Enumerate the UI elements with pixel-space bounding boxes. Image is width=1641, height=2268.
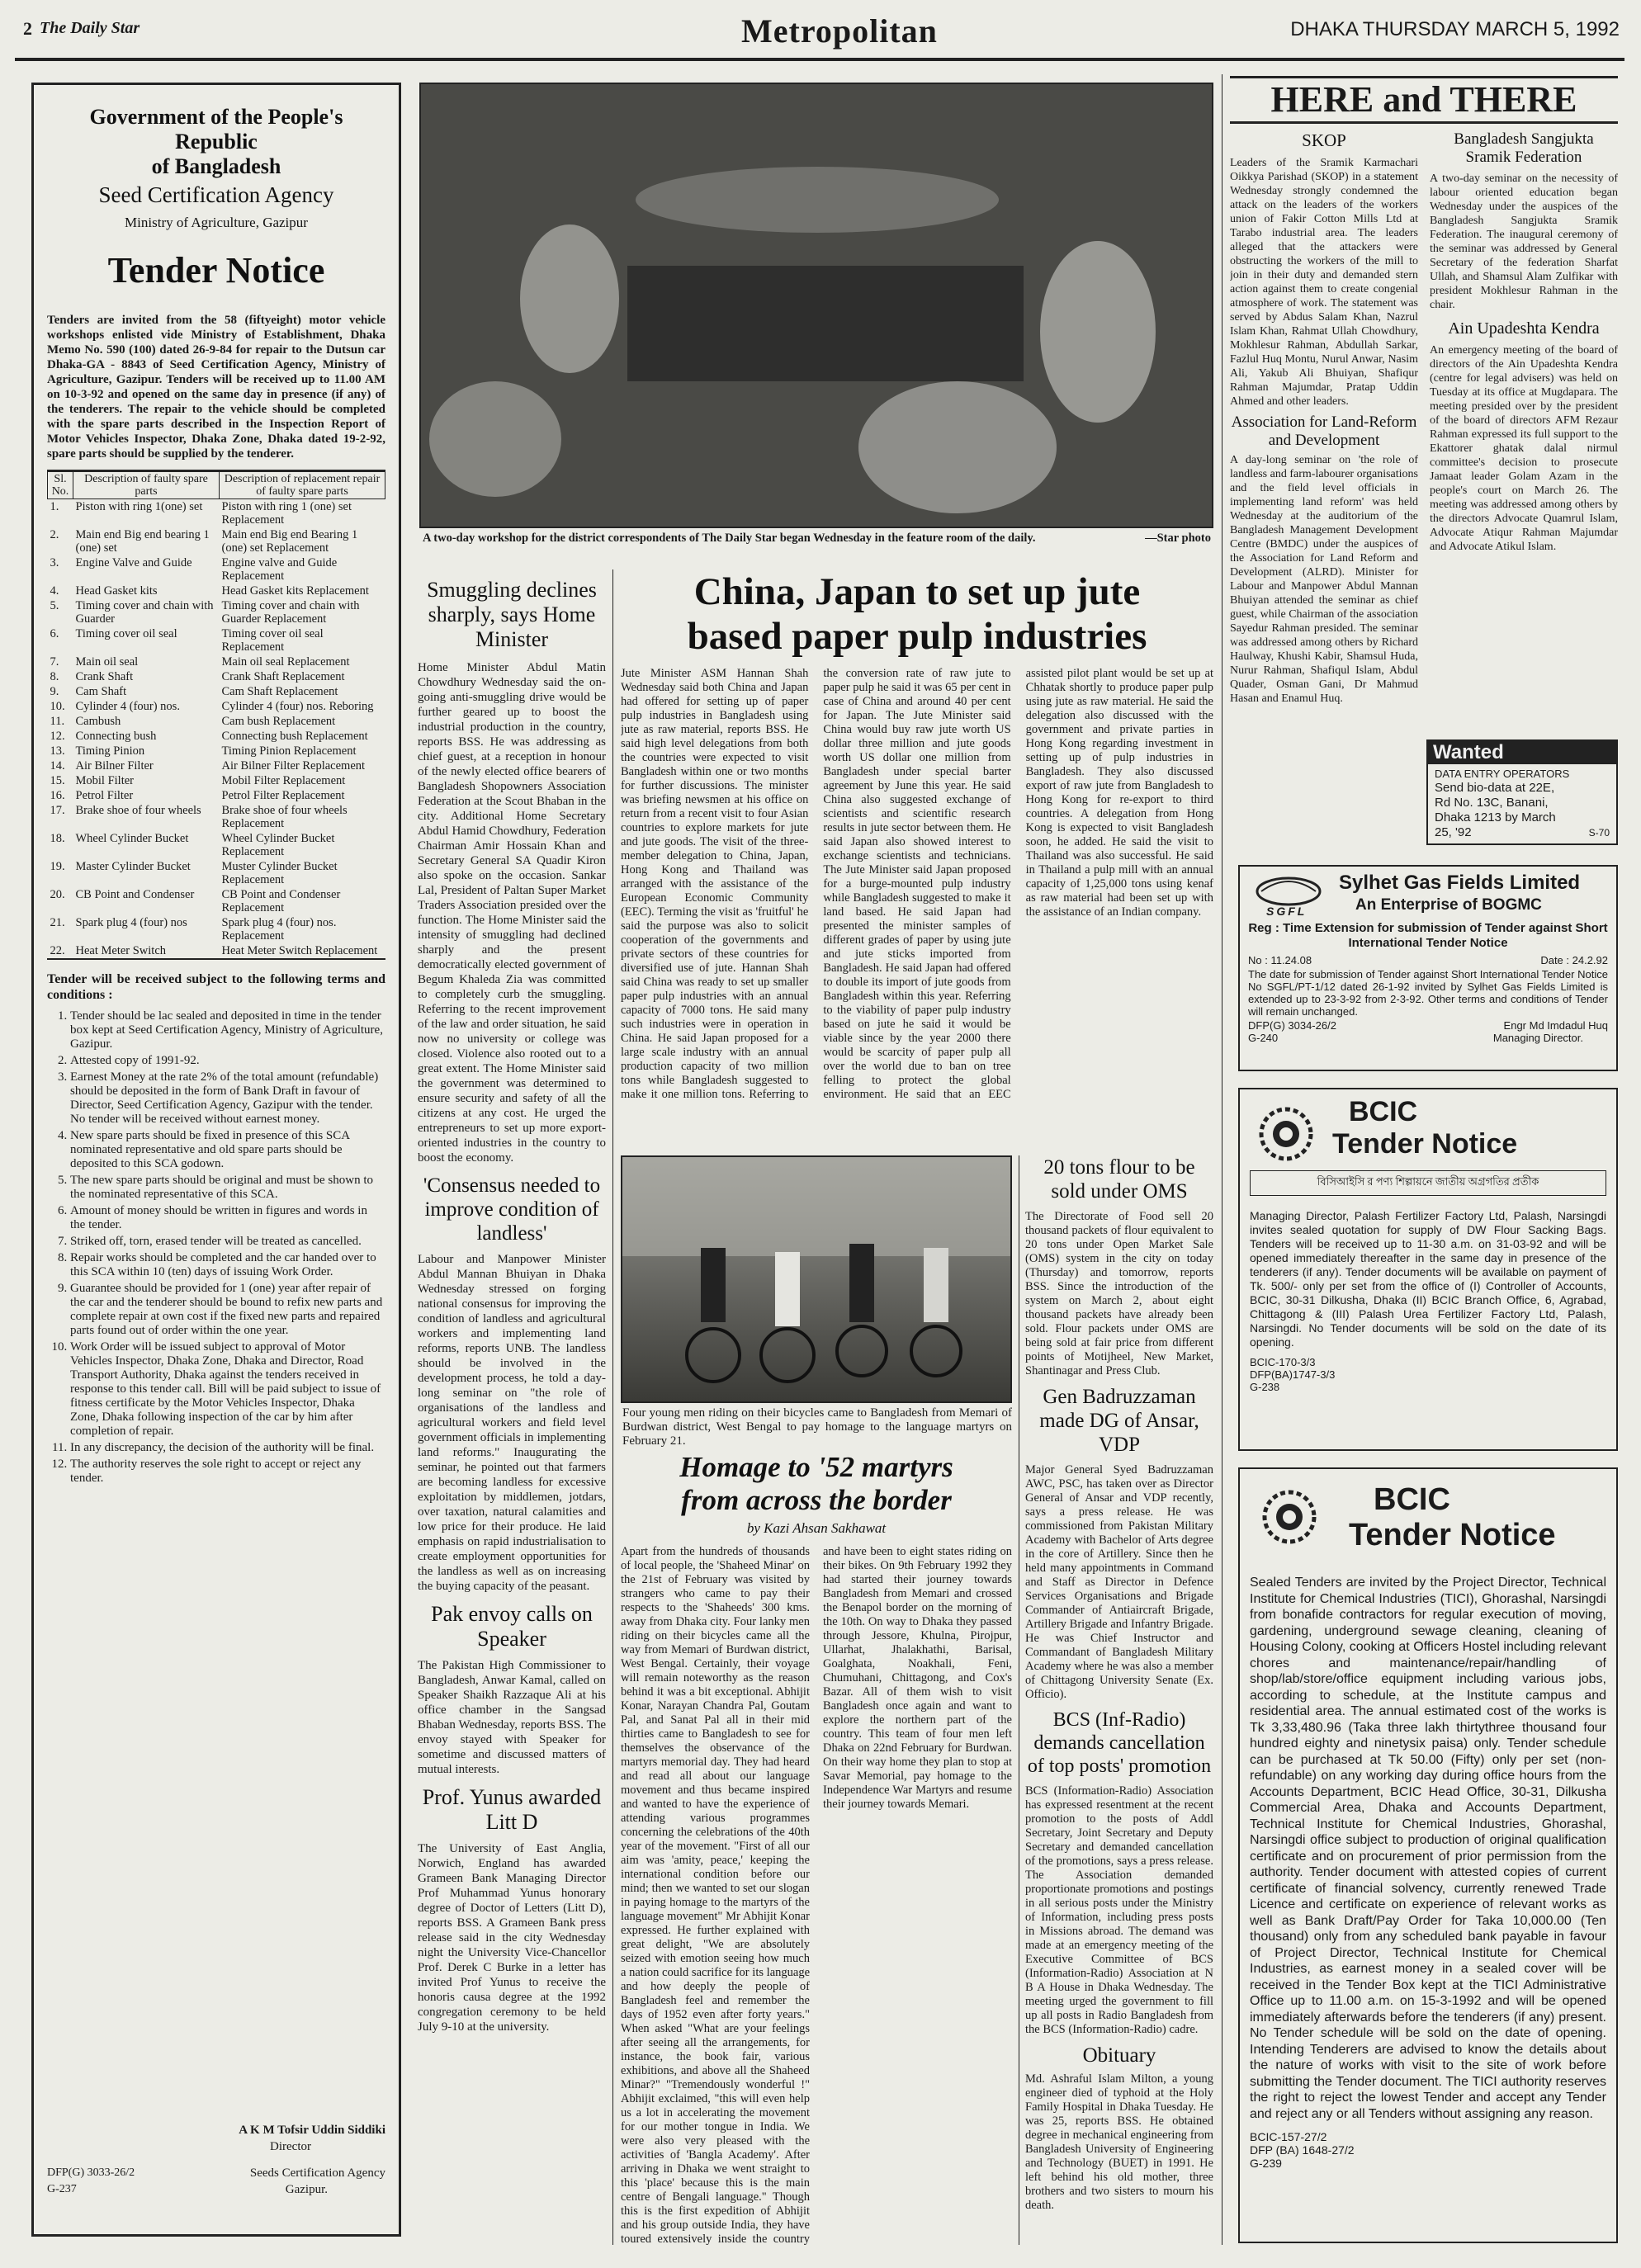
sylhet-reg: Reg : Time Extension for submission of Tender against Short International Tender Notice	[1248, 921, 1608, 950]
bcic2-logo	[1256, 1484, 1322, 1550]
bcic2-code3: G-239	[1250, 2157, 1282, 2170]
parts-cell-sl: 16.	[50, 789, 65, 802]
bss-headline: Bangladesh Sangjukta Sramik Federation	[1454, 130, 1594, 166]
parts-cell-desc: Main oil seal	[75, 655, 139, 669]
parts-cell-sl: 18.	[50, 832, 65, 845]
parts-row	[48, 527, 385, 555]
parts-cell-sl: 9.	[50, 685, 59, 698]
sylhet-footer	[1248, 1019, 1608, 1044]
parts-table	[47, 471, 385, 958]
bcic2-logo-icon	[1256, 1484, 1322, 1550]
parts-cell-sl: 5.	[50, 599, 59, 612]
parts-row	[48, 773, 385, 788]
parts-cell-sl: 1.	[50, 500, 59, 513]
here-there-right-col	[1430, 129, 1618, 723]
here-there-title: HERE and THERE	[1230, 76, 1618, 124]
homage-headline-1: Homage to '52 martyrs	[679, 1451, 953, 1483]
flour-headline: 20 tons flour to be sold under OMS	[1043, 1156, 1195, 1203]
seed-org-line3: Seed Certification Agency	[98, 182, 334, 207]
parts-cell-desc: Main end Big end bearing 1 (one) set	[75, 528, 210, 555]
bcic1-logo-icon	[1253, 1101, 1319, 1167]
bcic1-title2: Tender Notice	[1332, 1128, 1518, 1160]
sgfl-logo	[1251, 873, 1326, 923]
sylhet-code2: G-240	[1248, 1032, 1279, 1044]
condition-item: 2. Attested copy of 1991-92.	[70, 1054, 385, 1068]
bcic1-title1: BCIC	[1349, 1096, 1418, 1127]
parts-row	[48, 555, 385, 584]
parts-cell-desc: Timing cover and chain with Guarder	[75, 599, 214, 626]
workshop-caption-text: A two-day workshop for the district correspondents of The Daily Star began Wednesday in the feature room of the daily.	[423, 532, 1036, 545]
bcic1-code1: BCIC-170-3/3	[1250, 1356, 1316, 1368]
parts-cell-desc: Head Gasket kits	[75, 584, 158, 598]
wanted-line3: Rd No. 13C, Banani,	[1435, 796, 1549, 810]
condition-item: 7. Striked off, torn, erased tender will be treated as cancelled.	[70, 1235, 385, 1249]
wanted-line2: Send bio-data at 22E,	[1435, 781, 1555, 795]
condition-item: 4. New spare parts should be fixed in presence of this SCA nominated representative and old spare parts should be deposited to this SCA godown.	[70, 1129, 385, 1171]
seed-tender-notice	[31, 83, 401, 2237]
parts-row	[48, 584, 385, 598]
parts-row	[48, 788, 385, 803]
parts-cell-sl: 20.	[50, 888, 65, 901]
bcic2-code2: DFP (BA) 1648-27/2	[1250, 2143, 1355, 2157]
condition-item: 1. Tender should be lac sealed and deposited in time in the tender box kept at Seed Certification Agency, Ministry of Agriculture, Gazipur.	[70, 1009, 385, 1051]
parts-cell-repl: Crank Shaft Replacement	[221, 670, 345, 683]
parts-cell-sl: 7.	[50, 655, 59, 669]
parts-cell-repl: Timing Pinion Replacement	[221, 744, 357, 758]
parts-cell-sl: 10.	[50, 700, 65, 713]
parts-cell-desc: Brake shoe of four wheels	[75, 804, 201, 817]
workshop-photo	[419, 83, 1213, 528]
bcic-tender-2	[1238, 1467, 1618, 2243]
parts-row	[48, 943, 385, 958]
bcs-headline: BCS (Inf-Radio) demands cancellation of top posts' promotion	[1027, 1709, 1212, 1777]
parts-cell-desc: Cambush	[75, 715, 121, 728]
parts-row	[48, 684, 385, 699]
sylhet-no: No : 11.24.08	[1248, 954, 1312, 966]
parts-table-body	[48, 499, 385, 959]
workshop-photo-caption	[423, 532, 1211, 545]
page-number: 2	[23, 18, 32, 39]
parts-cell-desc: Air Bilner Filter	[75, 759, 154, 773]
parts-row	[48, 859, 385, 887]
parts-cell-desc: Master Cylinder Bucket	[75, 860, 191, 873]
masthead	[15, 12, 1624, 53]
parts-cell-repl: Engine valve and Guide Replacement	[221, 556, 338, 583]
parts-cell-sl: 17.	[50, 804, 65, 817]
yunus-headline: Prof. Yunus awarded Litt D	[422, 1785, 602, 1834]
parts-cell-repl: Cylinder 4 (four) nos. Reboring	[221, 700, 374, 713]
conditions-list	[47, 1009, 385, 1486]
sgfl-logo-text: SGFL	[1266, 905, 1308, 918]
jute-story	[621, 569, 1213, 1106]
parts-row	[48, 887, 385, 915]
parts-cell-desc: Heat Meter Switch	[75, 944, 167, 957]
parts-cell-desc: Mobil Filter	[75, 774, 134, 787]
parts-row	[48, 915, 385, 943]
seed-signatory-title: Director	[270, 2140, 311, 2153]
sylhet-gas-notice	[1238, 865, 1618, 1071]
homage-text: Apart from the hundreds of thousands of local people, the 'Shaheed Minar' on the 21st of February was visited by strangers who came to pay their respects to the 'Shaheeds' 300 kms. away from Dhaka city. Four lanky men riding on their bicycles came all the way from Memari of Burdwan district, West Bengal. Certainly, their voyage will remain noteworthy as the reason behind it was a bit exceptional. Abhijit Konar, Narayan Chandra Pal, Goutam Pal, and Sanat Pal all in their mid thirties came to Bangladesh to see for themselves the observance of the martyrs memorial day. They had heard and read all about our language movement and thus became inspired and wanted to have the experience of attending various programmes concerning the celebrations of the 40th year of the movement. "First of all our aim was 'amity, peace,' keeping the international condition before our mind; then we wanted to set our slogan in paying homage to the martyrs of the language movement" Mr Abhijit Konar expressed. He further explained with great delight, "We are absolutely seized with emotion seeing how much a nation could sacrifice for its language and how deeply the people of Bangladesh feel and remember the days of 1952 even after forty years." When asked "What are your feelings after seeing all the arrangements, for instance, the book fair, various exhibitions, and above all the Shaheed Minar?" "Tremendously wonderful !" Abhijit exclaimed, "this will even help us a lot in accelerating the movement for our mother tongue in India. We were also very pleased with the activities of 'Bangla Academy'. After arriving in Dhaka we went straight to this 'place' because this is the main centre of Bengali language." Though this is the first expedition of Abhijit and his group outside India, they have toured extensively inside the country and have been to eight states riding on their bikes. On 9th February 1992 they had started their journey towards Bangladesh from Memari and crossed the Benapol border on the morning of the 10th. On way to Dhaka they passed through Jessore, Khulna, Pirojpur, Ullarhat, Jhalakhathi, Barisal, Goalghata, Noakhali, Feni, Chumuhani, Chittagong, and Cox's Bazar. All of them wish to visit Bangladesh once again and want to explore the northern part of the country. This team of four men left Dhaka on 22nd February for Burdwan. On their way home they plan to stop at Savar Memorial, pay homage to the Independence War Martyrs and resume their journey towards Memari.	[621, 1545, 1012, 2245]
wanted-line1: DATA ENTRY OPERATORS	[1435, 768, 1570, 780]
flour-text: The Directorate of Food sell 20 thousand packets of flour equivalent to 20 tons under Open Market Sale (OMS) system in the city on today (Thursday) and tomorrow, reports BSS. Since the introduction of the system on March 2, about eight thousand packets have already been sold. Flour packets under OMS are being sold at fair price from different points of Motijheel, New Market, Shantinagar and Press Club.	[1025, 1210, 1213, 1377]
parts-cell-sl: 11.	[50, 715, 65, 728]
col-sl: Sl. No.	[48, 472, 73, 499]
cyclists-caption: Four young men riding on their bicycles came to Bangladesh from Memari of Burdwan district, West Bengal to pay homage to the language martyrs on February 21.	[622, 1406, 1012, 1448]
condition-item: 6. Amount of money should be written in figures and words in the tender.	[70, 1204, 385, 1232]
parts-row	[48, 654, 385, 669]
parts-cell-repl: Connecting bush Replacement	[221, 730, 368, 743]
parts-cell-sl: 15.	[50, 774, 65, 787]
badruzzaman-headline: Gen Badruzzaman made DG of Ansar, VDP	[1039, 1386, 1199, 1456]
parts-cell-repl: Spark plug 4 (four) nos. Replacement	[221, 916, 337, 943]
pak-envoy-text: The Pakistan High Commissioner to Bangladesh, Anwar Kamal, called on Speaker Shaikh Razzaque Ali at his office chamber in the Sangsad Bhaban Wednesday, reports BSS. The envoy stayed with Speaker for sometime and discussed matters of mutual interests.	[418, 1659, 606, 1776]
parts-cell-repl: Cam Shaft Replacement	[221, 685, 338, 698]
parts-cell-repl: Air Bilner Filter Replacement	[221, 759, 366, 773]
seed-signatory-org: Seeds Certification Agency	[249, 2166, 385, 2180]
parts-cell-desc: Timing cover oil seal	[75, 627, 177, 640]
parts-cell-repl: Timing cover and chain with Guarder Replacement	[221, 599, 360, 626]
bcic1-code3: G-238	[1250, 1381, 1280, 1393]
col-faulty: Description of faulty spare parts	[73, 472, 220, 499]
cyclists-photo-art	[622, 1157, 1010, 1401]
condition-item: 8. Repair works should be completed and the car handed over to this SCA within 10 (ten) days of issuing Work Order.	[70, 1251, 385, 1279]
bcs-text: BCS (Information-Radio) Association has expressed resentment at the recent promotion to the posts of Addl Secretary, Joint Secretary and Deputy Secretary and demanded cancellation of the promotions, says a press release. The Association demanded proportionate promotions and postings in all serious posts under the Ministry of Information, including press posts in Missions abroad. The demand was made at an emergency meeting of the Executive Committee of BCS (Information-Radio) Association at N B A House in Dhaka Wednesday. The meeting urged the government to fill up all posts in Radio Bangladesh from the BCS (Information-Radio) cadre.	[1025, 1784, 1213, 2036]
bcic-tender-1	[1238, 1088, 1618, 1451]
parts-cell-repl: Cam bush Replacement	[221, 715, 336, 728]
bcic1-text: Managing Director, Palash Fertilizer Factory Ltd, Palash, Narsingdi invites sealed quotation for supply of DW Flour Sacking Bags. Tenders will be received up to 11-30 a.m. on 31-03-92 and will be opened immediately thereafter in the same day in presence of the tenderers (if any). Tender documents will be available on payment of Tk. 500/- only per set from the office of (I) Controller of Accounts, BCIC, 30-31 Dilkusha, Dhaka (II) BCIC Branch Office, 6, Agrabad, Chittagong & (III) Palash Urea Fertilizer Factory Ltd, Palash, Narsingdi. No Tender documents will be sold on the date of its opening.	[1250, 1209, 1606, 1349]
seed-signature	[47, 2124, 385, 2223]
yunus-text: The University of East Anglia, Norwich, England has awarded Grameen Bank Managing Director Prof Muhammad Yunus honorary degree of Doctor of Letters (Litt D), reports BSS. A Grameen Bank press release said in the city Wednesday night the University Vice-Chancellor Prof. Derek C Burke in a letter has invited Prof Yunus to receive the honoris causa degree at the 1992 congregation ceremony to be held July 9-10 at the university.	[418, 1842, 606, 2034]
jute-text: Jute Minister ASM Hannan Shah Wednesday said both China and Japan had offered for setting up of paper pulp industries in Bangladesh using jute as raw material, reports BSS. He said high level delegations from both the countries were expected to visit Bangladesh within one or two months for further discussions. The minister was briefing newsmen at his office on return from a recent visit to four Asian countries to explore markets for jute and jute goods. The visit of the three-member delegation to China, Japan, Hong Kong and Thailand was arranged with the assistance of the European Economic Community (EEC). Terming the visit as 'fruitful' he said the purpose was also to solicit cooperation of the governments and private sectors of these countries for diversified use of jute. Hannan Shah said China was ready to set up smaller paper pulp industries with an annual capacity of 7000 tons. He said many such industries were in operation in China. He said Japan proposed for a large scale industry with an annual production capacity of two million tons while Bangladesh suggested to make it one million tons. Referring to the conversion rate of raw jute to paper pulp he said it was 65 per cent in case of China and around 40 per cent for Japan. The Jute Minister said China would buy raw jute worth US dollar three million and jute goods worth US dollar one million from Bangladesh under special barter agreement by June this year. He said China also suggested exchange of scientists and scientific research results in jute sector between them. He said Japan also showed interest to exchange scientists and technicians. The Jute Minister said Japan proposed for a burge-mounted pulp industry while Bangladesh suggested to make it land based. He said Japan had presented the minister samples of different grades of paper by using jute and jute sticks imported from Bangladesh. He said Japan had offered to double its import of jute goods from Bangladesh within this year. Referring to the viability of paper pulp industry based on jute he said it would be viable since by the year 2000 there would be scarcity of paper pulp all over the world due to ban on tree felling to protect the global environment. He said that an EEC assisted pilot plant would be set up at Chhatak shortly to produce paper pulp using jute as raw material. He said the delegation also discussed with the government and private parties in Hong Kong regarding investment in setting up of pulp industries in Bangladesh. They also discussed export of raw jute from Bangladesh to Hong Kong for re-export to third countries. A delegation from Hong Kong is expected to visit Bangladesh soon, he added. He said the visit to Thailand was also successful. He said in Thailand a pulp mill with an annual capacity of 1,25,000 tons using kenaf as raw material had been set up with the assistance of an Indian company.	[621, 667, 1213, 1101]
sylhet-signer: Engr Md Imdadul Huq	[1503, 1019, 1608, 1032]
jute-headline-1: China, Japan to set up jute	[693, 570, 1141, 613]
obituary-text: Md. Ashraful Islam Milton, a young engineer died of typhoid at the Holy Family Hospital in Dhaka Tuesday. He was 25, reports BSS. He obtained degree in mechanical engineering from Bangladesh University of Engineering and Technology (BUET) in 1991. He left behind his old mother, three brothers and two sisters to mourn his death.	[1025, 2072, 1213, 2212]
seed-org-line2: of Bangladesh	[151, 154, 281, 178]
homage-headline-2: from across the border	[681, 1484, 952, 1516]
parts-cell-sl: 13.	[50, 744, 65, 758]
sylhet-signer-title: Managing Director.	[1492, 1032, 1583, 1044]
bcic2-title2: Tender Notice	[1349, 1518, 1556, 1552]
wanted-code: S-70	[1588, 827, 1610, 839]
ain-text: An emergency meeting of the board of directors of the Ain Upadeshta Kendra (centre for legal advisers) was held on Tuesday at its office at Mugdapara. The meeting presided over by the president of the board of directors AFM Rezaur Rahman expressed its full support to the Ekattorer ghatak dalal nirmul committee's decision to prosecute Jamaat leader Golam Azam in the people's court on March 26. The meeting was addressed among others by the directors Advocate Quamrul Islam, Advocate Atiqur Rahman Majumdar and Advocate Atikul Islam.	[1430, 344, 1618, 553]
consensus-headline: 'Consensus needed to improve condition of landless'	[423, 1174, 601, 1245]
parts-cell-repl: Mobil Filter Replacement	[221, 774, 346, 787]
seed-code2: G-237	[47, 2183, 77, 2195]
wanted-ad	[1426, 739, 1618, 845]
parts-cell-repl: Muster Cylinder Bucket Replacement	[221, 860, 338, 886]
col-right-stories	[1025, 1155, 1213, 2245]
parts-cell-desc: Spark plug 4 (four) nos	[75, 916, 187, 929]
parts-cell-desc: Timing Pinion	[75, 744, 145, 758]
sylhet-code1: DFP(G) 3034-26/2	[1248, 1019, 1336, 1032]
condition-item: 12. The authority reserves the sole right to accept or reject any tender.	[70, 1458, 385, 1486]
parts-cell-sl: 4.	[50, 584, 59, 598]
parts-cell-desc: Connecting bush	[75, 730, 157, 743]
parts-cell-desc: CB Point and Condenser	[75, 888, 195, 901]
bcic1-code2: DFP(BA)1747-3/3	[1250, 1368, 1336, 1381]
col2-rule	[612, 569, 613, 2245]
parts-cell-repl: Main end Big end Bearing 1 (one) set Replacement	[221, 528, 358, 555]
parts-cell-repl: Main oil seal Replacement	[221, 655, 350, 669]
parts-cell-desc: Engine Valve and Guide	[75, 556, 192, 569]
parts-cell-repl: Wheel Cylinder Bucket Replacement	[221, 832, 335, 858]
sylhet-title: Sylhet Gas Fields Limited	[1339, 872, 1581, 894]
parts-cell-sl: 12.	[50, 730, 65, 743]
parts-cell-repl: CB Point and Condenser Replacement	[221, 888, 341, 914]
parts-cell-sl: 3.	[50, 556, 59, 569]
parts-cell-repl: Timing cover oil seal Replacement	[221, 627, 324, 654]
parts-row	[48, 669, 385, 684]
cyclists-photo	[621, 1155, 1012, 1403]
col-left-stories	[418, 569, 606, 2245]
parts-table-wrap	[47, 470, 385, 960]
sylhet-text: The date for submission of Tender against Short International Tender Notice No SGFL/PT-1/12 dated 26-1-92 invited by Sylhet Gas Fields Limited is extended up to 23-3-92 from 2-3-92. Other terms and conditions of Tender will remain unchanged.	[1248, 968, 1608, 1018]
bcic2-title1: BCIC	[1374, 1482, 1450, 1517]
bcic2-code1: BCIC-157-27/2	[1250, 2130, 1327, 2143]
parts-cell-repl: Petrol Filter Replacement	[221, 789, 345, 802]
parts-table-header	[48, 472, 385, 499]
paper-name: The Daily Star	[40, 19, 140, 37]
parts-cell-sl: 2.	[50, 528, 59, 541]
bcic1-logo	[1253, 1101, 1319, 1167]
conditions-intro: Tender will be received subject to the following terms and conditions :	[47, 972, 385, 1002]
sylhet-date: Date : 24.2.92	[1540, 954, 1608, 966]
bcic2-text: Sealed Tenders are invited by the Project Director, Technical Institute for Chemical Industries (TICI), Ghorashal, Narsingdi from bonafide contractors for regular execution of moving, gardening, underground sewage cleaning, cleaning of Housing Colony, cooking at Officers Hostel including relevant chores and maintenance/repair/handling of shop/lab/store/office equipment including various jobs, according to schedule, at the Institute campus and residential area. The annual estimated cost of the works is Tk 3,33,480.96 (Taka three lakh thirtythree thousand four hundred eighty and ninetysix paisa) only. Tender schedule can be purchased at Tk 50.00 (Fifty) only per set (non-refundable) on any working day during office hours from the Accounts Department, BCIC Head Office, 30-31, Dilkusha Commercial Area, Dhaka and Accounts Department, Technical Institute for Chemical Industries, Ghorashal, Narsingdi office subject to production of original qualification certificate and on procurement of prior permission from the authority. Tender document with attested copies of current certificate of financial solvency, currently renewed Trade Licence and certificate on experience of relevant works as well as Bank Draft/Pay Order for Taka 10,000.00 (Ten thousand) only from any scheduled bank payable in favour of Project Director, Technical Institute for Chemical Industries, as earnest money in a sealed cover will be received in the Tender Box kept at the TICI Administrative Office up to 11.00 a.m. on 15-3-1992 and will be opened immediately afterwards before the tenderers (if any) present. No Tender schedule will be sold on the date of opening. Intending Tenderers are advised to know the details about the nature of works with visit to the site of work before submitting the Tender document. The TICI authority reserves the right to reject the lowest Tender and accept any Tender and reject any or all Tenders without assigning any reason.	[1250, 1576, 1606, 2121]
parts-cell-sl: 6.	[50, 627, 59, 640]
workshop-photo-art	[421, 84, 1212, 527]
parts-row	[48, 598, 385, 626]
parts-cell-desc: Piston with ring 1(one) set	[75, 500, 203, 513]
seed-ministry: Ministry of Agriculture, Gazipur	[125, 215, 308, 230]
condition-item: 10. Work Order will be issued subject to approval of Motor Vehicles Inspector, Dhaka Zone, Dhaka and Director, Road Transport Authority, Dhaka against the tenders received in response to this tender call. Bill will be paid subject to issue of fitness certificate by the Motor Vehicles Inspector, Dhaka Zone, Dhaka following inspection of the car by him after completion of repair.	[70, 1340, 385, 1439]
parts-row	[48, 758, 385, 773]
masthead-rule	[15, 58, 1624, 61]
parts-row	[48, 714, 385, 729]
smuggling-headline: Smuggling declines sharply, says Home Minister	[427, 578, 597, 651]
land-text: A day-long seminar on 'the role of landless and farm-labourer organisations and the field level officials in implementing land reform' was held Wednesday at the auditorium of the Bangladesh Management Development Centre (BMDC) under the auspices of the Association for Land Reform and Development (ALRD). Minister for Labour and Manpower Abdul Mannan Bhuiyan attended the seminar as chief guest, while Chairman of the association Sayedur Rahman presided. The seminar was addressed among others by Richard Haulway, Khushi Kabir, Shamsul Huda, Nurur Rahman, Shafiqul Islam, Abdul Quader, Osman Gani, Dr Mahmud Hasan and Enamul Huq.	[1230, 454, 1418, 705]
dateline: DHAKA THURSDAY MARCH 5, 1992	[1290, 18, 1620, 40]
smuggling-text: Home Minister Abdul Matin Chowdhury Wednesday said the on-going anti-smuggling drive would be further geared up to boost the industrial production in the country, reports BSS. He was addressing as chief guest, at a reception in honour of the newly elected office bearers of Bangladesh Shopowners Association Federation at the Scout Bhaban in the city. Additional Home Secretary Abdul Hamid Chowdhury, Federation Chairman Amir Hossain Khan and Secretary General SA Quadir Kiron also spoke on the occasion. Sankar Lal, President of Paltan Super Market Traders Association presided over the function. The Home Minister said the intensity of smuggling had declined sharply and the present democratically elected government of Begum Khaleda Zia was committed to completely curb the smuggling. Referring to the recent improvement of the law and order situation, he said now no university or college was closed. Violence also rooted out to a great extent. The Home Minister said the government was determined to ensure security and safety of all the citizens at any cost. He urged the entrepreneurs to set up more export-oriented industries in the country to boost the economy.	[418, 661, 606, 1165]
seed-code1: DFP(G) 3033-26/2	[47, 2166, 135, 2179]
parts-row	[48, 729, 385, 744]
ain-headline: Ain Upadeshta Kendra	[1448, 319, 1600, 338]
condition-item: 5. The new spare parts should be original and must be shown to the nominated representative of this SCA.	[70, 1174, 385, 1202]
parts-row	[48, 744, 385, 758]
jute-headline-2: based paper pulp industries	[687, 615, 1147, 658]
bss-text: A two-day seminar on the necessity of labour oriented education began Wednesday under the auspices of the Bangladesh Sangjukta Sramik Federation. The inaugural ceremony of the seminar was addressed by General Secretary of the federation Sharfat Ullah, and Shamsul Alam Zulfikar with president Mokhlesur Rahman in the chair.	[1430, 172, 1618, 311]
seed-intro: Tenders are invited from the 58 (fiftyeight) motor vehicle workshops enlisted vide Ministry of Establishment, Dhaka Memo No. 590 (100) dated 26-9-84 for repair to the Dutsun car Dhaka-GA - 8843 of Seed Certification Agency, Ministry of Agriculture, Gazipur. Tenders will be received up to 11.00 AM on 10-3-92 and opened on the same day in presence (if any) of the tenderers. The repair to the vehicle should be completed with the spare parts described in the Inspection Report of Motor Vehicles Inspector, Dhaka Zone, Dhaka dated 19-2-92, spare parts should be supplied by the tenderer.	[47, 314, 385, 461]
parts-cell-desc: Cylinder 4 (four) nos.	[75, 700, 180, 713]
parts-cell-repl: Heat Meter Switch Replacement	[221, 944, 378, 957]
parts-row	[48, 499, 385, 528]
wanted-title: Wanted	[1428, 741, 1616, 764]
workshop-caption-credit: —Star photo	[1145, 532, 1211, 545]
condition-item: 9. Guarantee should be provided for 1 (one) year after repair of the car and the tenderer should be bound to refix new parts and complete repair at own cost if the fixed new parts and repaired parts found out of order within the one year.	[70, 1282, 385, 1338]
skop-text: Leaders of the Sramik Karmachari Oikkya Parishad (SKOP) in a statement Wednesday strongly condemned the attack on the leaders of the workers union of Fakir Cotton Mills Ltd at Tarabo industrial area. The leaders alleged that the attackers were obstructing the workers of the mill to join in their duty and demanded stern action against them to create congenial atmosphere of work. The statement was served by Abdus Salam Khan, Nazrul Islam Khan, Rahmat Ullah Chowdhury, Mokhlesur Rahman, Abdullah Sarkar, Fazlul Huq Montu, Nurul Anwar, Nasim Ali, Yakub Ali Bhuiyan, Shafiqur Rahman Majumdar, Pratap Uddin Ahmed and other leaders.	[1230, 157, 1418, 408]
land-headline: Association for Land-Reform and Development	[1231, 413, 1417, 449]
parts-row	[48, 699, 385, 714]
parts-cell-sl: 14.	[50, 759, 65, 773]
badruzzaman-text: Major General Syed Badruzzaman AWC, PSC, has taken over as Director General of Ansar and VDP recently, says a press release. He was commissioned from Pakistan Military Academy with Bachelor of Arts degree in the core of Artillery. Since then he held many appointments in Command and Staff as Director in Defence Services Organisations and Brigade Commander of Antiaircraft Brigade, Artillery Brigade and Infantry Brigade. He was Chief Instructor and Commandant of Bangladesh Military Academy where he was also a member of Chittagong University Senate (Ex. Officio).	[1025, 1463, 1213, 1701]
parts-cell-desc: Wheel Cylinder Bucket	[75, 832, 189, 845]
consensus-text: Labour and Manpower Minister Abdul Mannan Bhuiyan in Dhaka Wednesday stressed on forging national consensus for improving the condition of landless and agricultural workers and implementing land reforms, reports UNB. The landless should be involved in the development process, he told a day-long seminar on "the role of organisations of the landless and agricultural workers and field level government officials in implementing land reforms." Inaugurating the seminar, he pointed out that farmers are becoming landless for excessive exploitation by middlemen, jotdars, over taxation, natural calamities and low price for their produce. He laid emphasis on rapid industrialisation to create employment opportunities for the landless as well as on increasing the buying capacity of the peasant.	[418, 1253, 606, 1593]
sylhet-subtitle: An Enterprise of BOGMC	[1355, 896, 1542, 914]
parts-cell-sl: 22.	[50, 944, 65, 957]
here-there-left-col	[1230, 129, 1418, 723]
section-title: Metropolitan	[741, 12, 938, 50]
skop-headline: SKOP	[1302, 130, 1346, 150]
parts-cell-desc: Crank Shaft	[75, 670, 134, 683]
obituary-headline: Obituary	[1082, 2044, 1156, 2067]
col-replacement: Description of replacement repair of faulty spare parts	[220, 472, 385, 499]
seed-signatory: A K M Tofsir Uddin Siddiki	[239, 2124, 385, 2137]
condition-item: 11. In any discrepancy, the decision of the authority will be final.	[70, 1441, 385, 1455]
parts-cell-repl: Brake shoe of four wheels Replacement	[221, 804, 348, 830]
parts-cell-desc: Cam Shaft	[75, 685, 127, 698]
wanted-deadline: 25, '92	[1435, 825, 1472, 839]
pak-envoy-headline: Pak envoy calls on Speaker	[431, 1602, 593, 1651]
parts-cell-repl: Piston with ring 1 (one) set Replacement	[221, 500, 352, 527]
parts-cell-repl: Head Gasket kits Replacement	[221, 584, 369, 598]
homage-story	[621, 1451, 1012, 2245]
homage-byline: by Kazi Ahsan Sakhawat	[746, 1520, 887, 1536]
parts-cell-sl: 8.	[50, 670, 59, 683]
parts-cell-sl: 19.	[50, 860, 65, 873]
parts-row	[48, 626, 385, 654]
seed-org-line1: Government of the People's Republic	[89, 105, 343, 154]
sylhet-ref-line	[1248, 954, 1608, 966]
parts-cell-desc: Petrol Filter	[75, 789, 134, 802]
seed-tender-title: Tender Notice	[107, 250, 325, 291]
wanted-line4: Dhaka 1213 by March	[1435, 810, 1556, 825]
here-there-section	[1230, 76, 1618, 728]
seed-signatory-place: Gazipur.	[285, 2183, 328, 2196]
bcic1-bengali: বিসিআইসি র পণ্য শিল্পায়নে জাতীয় অগ্রগতির প্রতীক	[1250, 1170, 1606, 1196]
parts-cell-sl: 21.	[50, 916, 65, 929]
wanted-line5	[1435, 825, 1610, 840]
condition-item: 3. Earnest Money at the rate 2% of the total amount (refundable) should be deposited in the form of Bank Draft in favour of Director, Seed Certification Agency, Gazipur with the tender. No tender will be received without earnest money.	[70, 1070, 385, 1127]
parts-row	[48, 803, 385, 831]
parts-row	[48, 831, 385, 859]
